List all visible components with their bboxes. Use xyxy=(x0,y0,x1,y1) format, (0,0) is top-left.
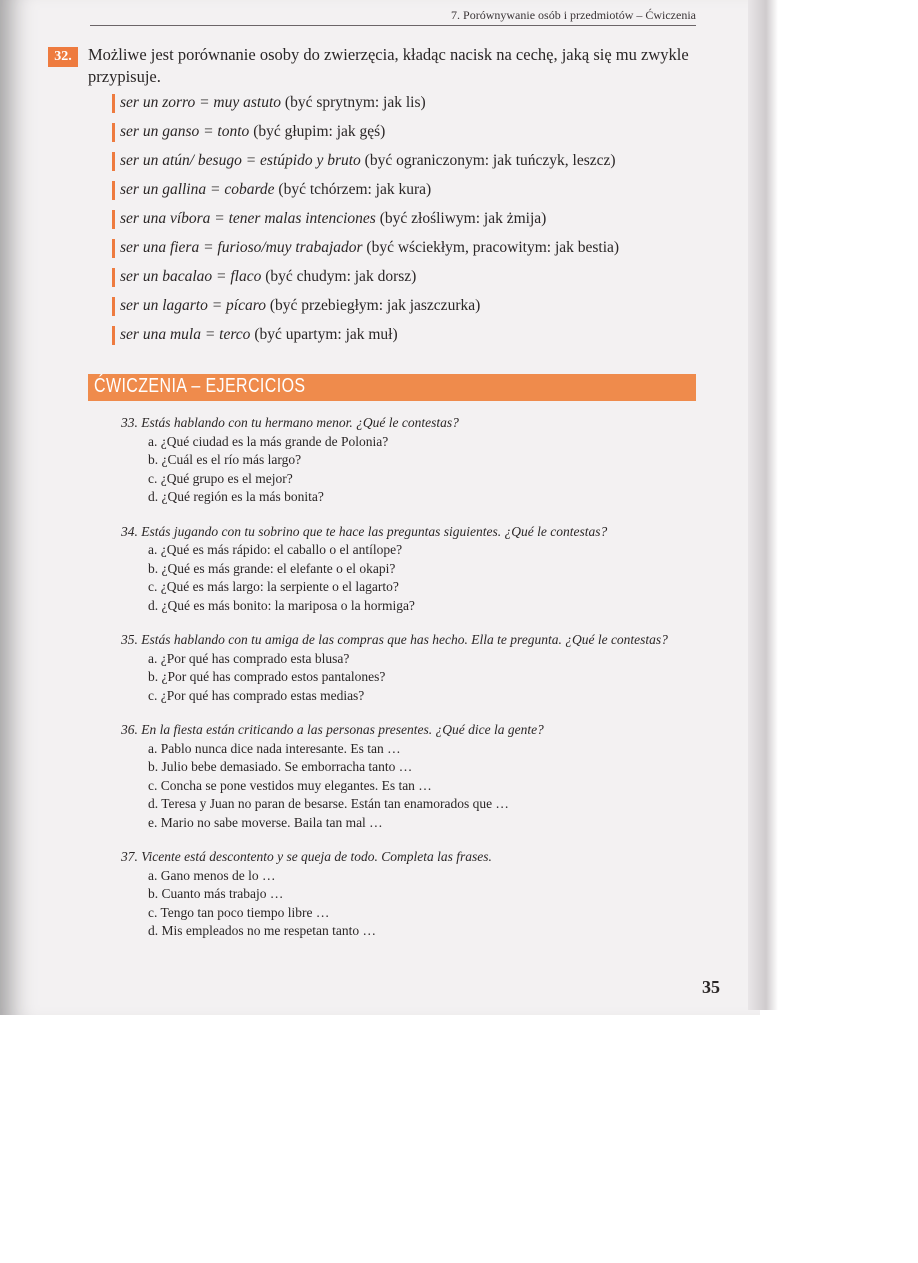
example-marker xyxy=(112,123,115,142)
example-marker xyxy=(112,326,115,345)
exercise-question: 35. Estás hablando con tu amiga de las compras que has hecho. Ella te pregunta. ¿Qué le contestas? xyxy=(121,632,668,647)
exercise-item: b. ¿Por qué has comprado estos pantalones? xyxy=(148,669,386,684)
example-polish: (być upartym: jak muł) xyxy=(250,326,398,343)
exercise-item: c. ¿Por qué has comprado estas medias? xyxy=(148,687,365,703)
exercise-item: d. ¿Qué región es la más bonita? xyxy=(148,489,324,504)
example-item xyxy=(112,237,712,266)
section-intro: Możliwe jest porównanie osoby do zwierzęcia, kładąc nacisk na cechę, jaką się mu zwykle przypisuje. xyxy=(88,45,689,86)
exercise-item: d. ¿Qué es más bonito: la mariposa o la hormiga? xyxy=(148,597,415,613)
exercise xyxy=(121,414,701,507)
exercise-item: a. ¿Qué ciudad es la más grande de Polonia? xyxy=(148,433,389,449)
exercise-item: c. Concha se pone vestidos muy elegantes. Es tan … xyxy=(148,777,432,793)
exercise-items xyxy=(121,740,701,833)
exercise-items xyxy=(121,867,701,941)
example-item xyxy=(112,179,712,208)
exercise-item: e. Mario no sabe moverse. Baila tan mal … xyxy=(148,814,383,830)
exercise-list xyxy=(121,414,701,957)
example-spanish: ser una víbora = tener malas intenciones xyxy=(120,210,376,227)
example-item xyxy=(112,150,712,179)
exercise-items xyxy=(121,541,701,615)
exercise-item: d. Teresa y Juan no paran de besarse. Están tan enamorados que … xyxy=(148,796,509,811)
exercise-item: a. Pablo nunca dice nada interesante. Es tan … xyxy=(148,740,401,756)
example-marker xyxy=(112,210,115,229)
exercise-question: 34. Estás jugando con tu sobrino que te hace las preguntas siguientes. ¿Qué le contestas? xyxy=(121,523,608,539)
exercise-item: c. Tengo tan poco tiempo libre … xyxy=(148,904,330,920)
exercise xyxy=(121,523,701,616)
example-item xyxy=(112,266,712,295)
exercise-items xyxy=(121,433,701,507)
page-edge xyxy=(748,0,778,1010)
banner-title: ĆWICZENIA – EJERCICIOS xyxy=(94,375,306,397)
exercise-items xyxy=(121,650,701,706)
exercise-item: a. ¿Qué es más rápido: el caballo o el antílope? xyxy=(148,542,403,557)
exercise-question: 33. Estás hablando con tu hermano menor. ¿Qué le contestas? xyxy=(121,415,459,430)
page-number: 35 xyxy=(702,977,720,997)
example-polish: (być złośliwym: jak żmija) xyxy=(375,210,547,227)
exercise-item: b. Julio bebe demasiado. Se emborracha tanto … xyxy=(148,759,413,774)
exercise-question: 36. En la fiesta están criticando a las personas presentes. ¿Qué dice la gente? xyxy=(121,722,544,737)
exercise xyxy=(121,721,701,832)
example-polish: (być wściekłym, pracowitym: jak bestia) xyxy=(362,239,620,256)
example-polish: (być ograniczonym: jak tuńczyk, leszcz) xyxy=(360,152,616,169)
exercise-item: c. ¿Qué es más largo: la serpiente o el lagarto? xyxy=(148,579,399,594)
example-spanish: ser una mula = terco xyxy=(120,326,251,343)
exercise xyxy=(121,848,701,941)
example-polish: (być głupim: jak gęś) xyxy=(249,123,386,140)
example-item xyxy=(112,121,712,150)
example-spanish: ser un ganso = tonto xyxy=(120,123,250,140)
example-polish: (być tchórzem: jak kura) xyxy=(274,181,432,198)
example-spanish: ser una fiera = furioso/muy trabajador xyxy=(120,239,363,256)
exercise-item: d. Mis empleados no me respetan tanto … xyxy=(148,923,376,938)
example-item xyxy=(112,324,712,353)
example-marker xyxy=(112,152,115,171)
example-item xyxy=(112,295,712,324)
exercise xyxy=(121,631,701,705)
exercise-item: a. Gano menos de lo … xyxy=(148,867,276,883)
example-spanish: ser un atún/ besugo = estúpido y bruto xyxy=(120,152,361,169)
example-marker xyxy=(112,268,115,287)
exercise-question: 37. Vicente está descontento y se queja de todo. Completa las frases. xyxy=(121,849,492,864)
exercise-item: b. ¿Cuál es el río más largo? xyxy=(148,452,302,467)
exercise-item: a. ¿Por qué has comprado esta blusa? xyxy=(148,650,350,666)
running-header: 7. Porównywanie osób i przedmiotów – Ćwiczenia xyxy=(90,8,696,26)
example-spanish: ser un zorro = muy astuto xyxy=(120,94,282,111)
exercise-item: b. Cuanto más trabajo … xyxy=(148,886,284,901)
example-item xyxy=(112,208,712,237)
example-marker xyxy=(112,239,115,258)
example-marker xyxy=(112,297,115,316)
exercise-item: c. ¿Qué grupo es el mejor? xyxy=(148,470,293,486)
example-polish: (być chudym: jak dorsz) xyxy=(261,268,417,285)
example-list xyxy=(112,92,712,353)
example-marker xyxy=(112,181,115,200)
example-spanish: ser un gallina = cobarde xyxy=(120,181,275,198)
example-polish: (być przebiegłym: jak jaszczurka) xyxy=(265,297,481,314)
example-spanish: ser un bacalao = flaco xyxy=(120,268,262,285)
example-spanish: ser un lagarto = pícaro xyxy=(120,297,266,314)
example-marker xyxy=(112,94,115,113)
exercise-item: b. ¿Qué es más grande: el elefante o el okapi? xyxy=(148,560,396,576)
example-item xyxy=(112,92,712,121)
exercises-banner xyxy=(88,374,696,401)
section-number-badge: 32. xyxy=(48,47,78,67)
example-polish: (być sprytnym: jak lis) xyxy=(281,94,426,111)
